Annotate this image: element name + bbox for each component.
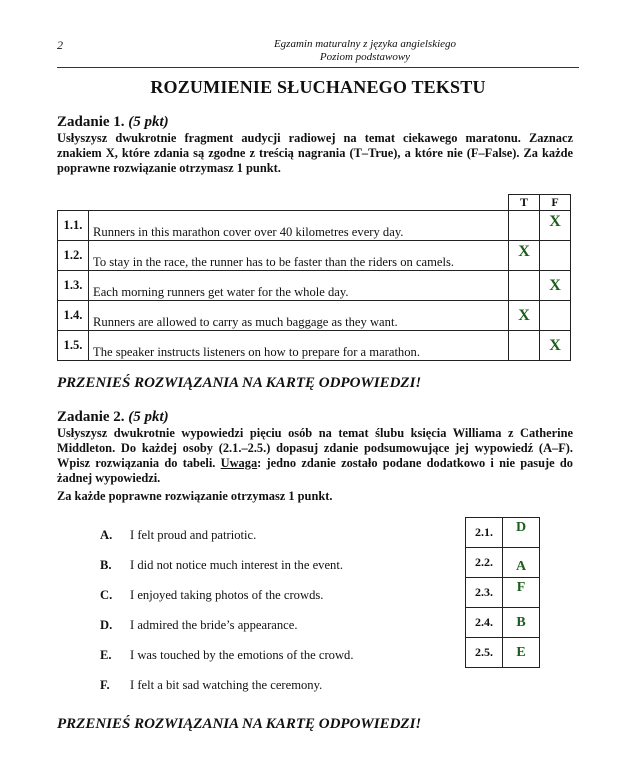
answer-box[interactable]: B xyxy=(503,608,540,638)
option-f: F. I felt a bit sad watching the ceremony. xyxy=(100,678,323,692)
true-box[interactable] xyxy=(509,331,540,361)
statement: Runners are allowed to carry as much baggage as they want. xyxy=(89,301,509,331)
option-a: A. I felt proud and patriotic. xyxy=(100,528,257,542)
false-box[interactable] xyxy=(540,301,571,331)
task2-title: Zadanie 2. (5 pkt) xyxy=(57,409,169,425)
row-number: 1.1. xyxy=(58,211,89,241)
option-b: B. I did not notice much interest in the event. xyxy=(100,558,343,572)
option-c: C. I enjoyed taking photos of the crowds. xyxy=(100,588,324,602)
table-row xyxy=(58,241,571,271)
exam-title: Egzamin maturalny z języka angielskiego xyxy=(273,38,457,50)
statement: To stay in the race, the runner has to be faster than the riders on camels. xyxy=(89,241,509,271)
transfer-note: PRZENIEŚ ROZWIĄZANIA NA KARTĘ ODPOWIEDZI! xyxy=(57,375,422,391)
col-false-header: F xyxy=(540,195,571,211)
true-box[interactable]: X xyxy=(509,241,540,271)
option-d: D. I admired the bride’s appearance. xyxy=(100,618,298,632)
row-number: 1.4. xyxy=(58,301,89,331)
answer-table xyxy=(465,517,540,668)
true-false-table xyxy=(57,194,571,361)
answer-row xyxy=(466,518,540,548)
transfer-note-2: PRZENIEŚ ROZWIĄZANIA NA KARTĘ ODPOWIEDZI! xyxy=(57,716,422,732)
page-number: 2 xyxy=(57,38,63,52)
statement: Each morning runners get water for the whole day. xyxy=(89,271,509,301)
answer-number: 2.3. xyxy=(466,578,503,608)
answer-number: 2.4. xyxy=(466,608,503,638)
row-number: 1.2. xyxy=(58,241,89,271)
answer-box[interactable]: D xyxy=(503,518,540,548)
answer-number: 2.2. xyxy=(466,548,503,578)
option-e: E. I was touched by the emotions of the crowd. xyxy=(100,648,354,662)
answer-row xyxy=(466,578,540,608)
table-row xyxy=(58,331,571,361)
answer-number: 2.5. xyxy=(466,638,503,668)
table-row xyxy=(58,271,571,301)
section-title: ROZUMIENIE SŁUCHANEGO TEKSTU xyxy=(150,77,486,97)
row-number: 1.3. xyxy=(58,271,89,301)
answer-row xyxy=(466,548,540,578)
col-true-header: T xyxy=(509,195,540,211)
task1-instruction: Usłyszysz dwukrotnie fragment audycji radiowej na temat ciekawego maratonu. Zaznacz znakiem X, które zdania są zgodne z treścią nagrania (T–True), a które nie (F–False). Za każde poprawne rozwiązanie otrzymasz 1 punkt. xyxy=(57,131,573,175)
task1-title: Zadanie 1. (5 pkt) xyxy=(57,114,169,130)
answer-box[interactable]: A xyxy=(503,548,540,578)
false-box[interactable]: X xyxy=(540,271,571,301)
answer-row xyxy=(466,608,540,638)
false-box[interactable]: X xyxy=(540,331,571,361)
true-box[interactable] xyxy=(509,271,540,301)
task2-instruction: Usłyszysz dwukrotnie wypowiedzi pięciu osób na temat ślubu księcia Williama z Catherine Middleton. Do każdej osoby (2.1.–2.5.) dopasuj zdanie podsumowujące jej wypowiedź (A–F). Wpisz rozwiązania do tabeli. Uwaga: jedno zdanie zostało podane dodatkowo i nie pasuje do żadnej wypowiedzi. xyxy=(57,426,573,485)
false-box[interactable]: X xyxy=(540,211,571,241)
exam-level: Poziom podstawowy xyxy=(319,51,411,63)
statement: The speaker instructs listeners on how to prepare for a marathon. xyxy=(89,331,509,361)
table-row xyxy=(58,211,571,241)
answer-row xyxy=(466,638,540,668)
answer-box[interactable]: E xyxy=(503,638,540,668)
row-number: 1.5. xyxy=(58,331,89,361)
false-box[interactable] xyxy=(540,241,571,271)
table-row xyxy=(58,301,571,331)
true-box[interactable]: X xyxy=(509,301,540,331)
statement: Runners in this marathon cover over 40 kilometres every day. xyxy=(89,211,509,241)
answer-box[interactable]: F xyxy=(503,578,540,608)
header-divider xyxy=(57,67,579,68)
true-box[interactable] xyxy=(509,211,540,241)
answer-number: 2.1. xyxy=(466,518,503,548)
task2-scoring-note: Za każde poprawne rozwiązanie otrzymasz 1 punkt. xyxy=(57,489,333,503)
